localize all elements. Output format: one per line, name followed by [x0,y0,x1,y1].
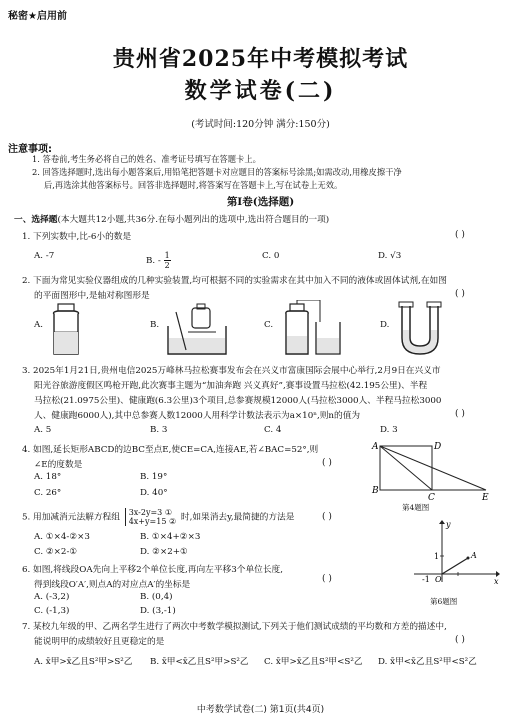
q5-option-c: C. ②×2-① [34,547,78,557]
q6-answer-paren: ( ) [322,574,332,584]
q4-point-b: B [372,486,379,496]
q5-stem [22,508,294,526]
q7-line1: 7. 某校九年级的甲、乙两名学生进行了两次中考数学模拟测试,下列关于他们测试成绩的平均数和方差的描述中, [22,622,447,632]
time-info: (考试时间:120分钟 满分:150分) [191,119,330,130]
q5-stem-post: 时,如果消去y,最简捷的方法是 [180,512,295,523]
q6-option-c: C. (-1,3) [34,606,70,616]
q1-answer-paren: ( ) [455,230,465,240]
q6-point-a: A [471,551,477,560]
q4-option-a: A. 18° [34,472,62,482]
q6-option-d: D. (3,-1) [140,606,176,616]
page-footer: 中考数学试卷(二) 第1页(共4页) [196,705,325,715]
q5-option-d: D. ②×2+① [140,547,188,557]
q5-eq2: 4x+y=15 ② [128,517,177,526]
q5-option-b: B. ①×4+②×3 [140,532,201,542]
part-description: (本大题共12小题,共36分.在每小题列出的选项中,选出符合题目的一项) [57,215,330,225]
q2-figure-a-bottle [48,302,88,358]
q4-figure-caption: 第4题图 [402,503,430,512]
q2-option-a: A. [34,320,44,330]
q2-figure-b-apparatus [164,302,230,358]
q2-option-d: D. [380,320,390,330]
q3-line4: 人、健康跑6000人),其中总参赛人数12000人用科学计数法表示为a×10ⁿ,则n的值为 [34,411,361,421]
q1-option-d: D. √3 [378,251,402,261]
q6-line1: 6. 如图,将线段OA先向上平移2个单位长度,再向左平移3个单位长度, [22,565,283,575]
q1-option-b-prefix: B. - [146,256,161,266]
q3-line3: 马拉松(21.0975公里)、健康跑(6.3公里)3个项目,总参赛规模12000人(马拉松3000人、半程马拉松3000 [34,396,442,406]
q6-tick-minus-1: -1 [422,575,430,584]
q2-stem-line1: 2. 下面为常见实验仪器组成的几种实验装置,均可根据不同的实验需求在其中加入不同的液体或固体试剂,在如图 [22,276,447,286]
q5-stem-pre: 5. 用加减消元法解方程组 [22,512,120,523]
q7-option-d: D. x̄甲<x̄乙且S²甲<S²乙 [378,657,477,667]
q3-option-d: D. 3 [380,425,398,435]
q1-option-b [146,251,171,270]
q4-answer-paren: ( ) [322,458,332,468]
q4-option-c: C. 26° [34,488,62,498]
notes-heading: 注意事项: [8,144,52,155]
q6-line2: 得到线段O′A′,则点A的对应点A′的坐标是 [34,580,191,590]
exam-subtitle: 数学试卷(二) [184,78,337,104]
q3-option-b: B. 3 [150,425,168,435]
part-label: 一、选择题 [14,215,58,225]
q4-point-e: E [482,493,489,503]
q2-option-c: C. [264,320,274,330]
q1-option-c: C. 0 [262,251,280,261]
q1-option-a: A. -7 [34,251,55,261]
q6-option-b: B. (0,4) [140,592,173,602]
secret-label: 秘密★启用前 [8,11,67,22]
q7-line2: 能说明甲的成绩较好且更稳定的是 [34,637,165,647]
q2-option-b: B. [150,320,160,330]
q2-figure-d-u-tube [396,300,444,358]
q6-axis-y: y [446,520,451,529]
exam-title: 贵州省2025年中考模拟考试 [112,46,409,72]
q4-line2: ∠E的度数是 [34,460,83,470]
q7-option-c: C. x̄甲>x̄乙且S²甲<S²乙 [264,657,363,667]
q3-line2: 阳光谷旅游度假区鸣枪开跑,此次赛事主题为“加油奔跑 兴义真好”,赛事设置马拉松(42.195公里)、半程 [34,381,428,391]
q5-equation-system [125,508,176,526]
q5-eq1: 3x-2y=3 ① [128,508,172,517]
q6-tick-1: 1 [434,552,440,561]
section-title: 第Ⅰ卷(选择题) [226,196,295,208]
q4-point-c: C [428,493,435,503]
q1-frac-num: 1 [164,251,170,260]
q3-option-c: C. 4 [264,425,282,435]
q7-option-b: B. x̄甲<x̄乙且S²甲>S²乙 [150,657,249,667]
q7-option-a: A. x̄甲>x̄乙且S²甲>S²乙 [34,657,133,667]
q4-point-a: A [372,442,379,452]
q3-answer-paren: ( ) [455,409,465,419]
q3-line1: 3. 2025年1月21日,贵州电信2025万峰林马拉松赛事发布会在兴义市富康国际会展中心举行,2月9日在兴义市 [22,366,441,376]
q4-option-b: B. 19° [140,472,168,482]
q4-figure-rectangle [370,440,496,512]
q6-figure-coordinate-plane [410,518,502,586]
q6-axis-x: x [494,577,499,586]
q5-option-a: A. ①×4-②×3 [34,532,90,542]
q6-option-a: A. (-3,2) [34,592,70,602]
note-item: 2. 回答选择题时,选出每小题答案后,用铅笔把答题卡对应题目的答案标号涂黑;如需改动,用橡皮擦干净 [32,167,402,177]
note-item: 后,再选涂其他答案标号。回答非选择题时,将答案写在答题卡上,写在试卷上无效。 [44,180,343,190]
q6-origin: O [435,575,442,584]
q2-answer-paren: ( ) [455,289,465,299]
q1-fraction [164,251,171,270]
q4-option-d: D. 40° [140,488,168,498]
q4-line1: 4. 如图,延长矩形ABCD的边BC至点E,使CE=CA,连接AE,若∠BAC=52°,则 [22,445,319,455]
q3-option-a: A. 5 [34,425,52,435]
q6-figure-caption: 第6题图 [430,597,458,606]
q2-figure-c-gas-bottles [280,300,350,358]
q1-stem: 1. 下列实数中,比-6小的数是 [22,232,132,242]
q4-point-d: D [434,442,442,452]
q5-answer-paren: ( ) [322,512,332,522]
q2-stem-line2: 的平面图形中,是轴对称图形是 [34,291,150,301]
part-heading [14,213,329,225]
note-item: 1. 答卷前,考生务必将自己的姓名、准考证号填写在答题卡上。 [32,154,261,164]
q1-frac-den: 2 [164,261,170,270]
q7-answer-paren: ( ) [455,635,465,645]
